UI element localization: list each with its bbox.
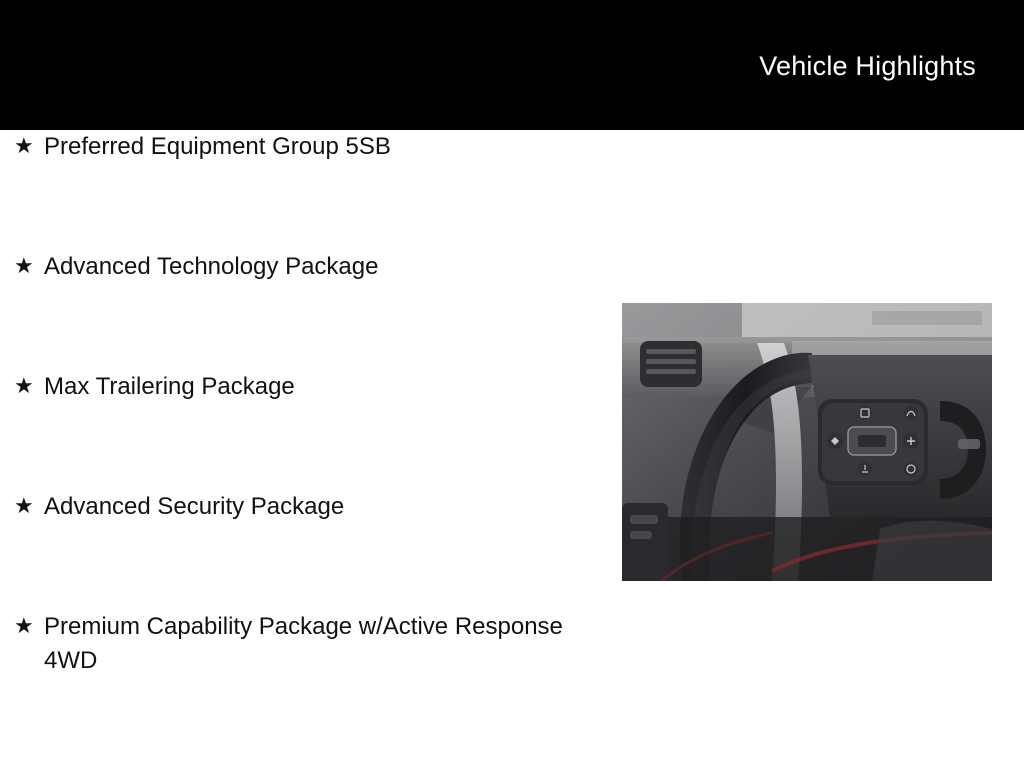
list-item	[0, 250, 600, 370]
star-bullet-icon: ★	[14, 253, 34, 278]
vehicle-interior-photo	[622, 303, 992, 581]
list-item-label: Premium Capability Package w/Active Response 4WD	[44, 613, 563, 674]
star-bullet-icon: ★	[14, 613, 34, 638]
page-title: Vehicle Highlights	[759, 51, 976, 81]
vehicle-highlights-list	[0, 130, 600, 730]
header-bar	[0, 0, 1024, 130]
list-item-label: Preferred Equipment Group 5SB	[44, 133, 391, 160]
list-item-label: Advanced Security Package	[44, 493, 345, 520]
list-item-label: Advanced Technology Package	[44, 253, 379, 280]
list-item	[0, 610, 600, 730]
star-bullet-icon: ★	[14, 373, 34, 398]
list-item	[0, 370, 600, 490]
list-item-label: Max Trailering Package	[44, 373, 295, 400]
star-bullet-icon: ★	[14, 133, 34, 158]
star-bullet-icon: ★	[14, 493, 34, 518]
list-item	[0, 130, 600, 250]
list-item	[0, 490, 600, 610]
